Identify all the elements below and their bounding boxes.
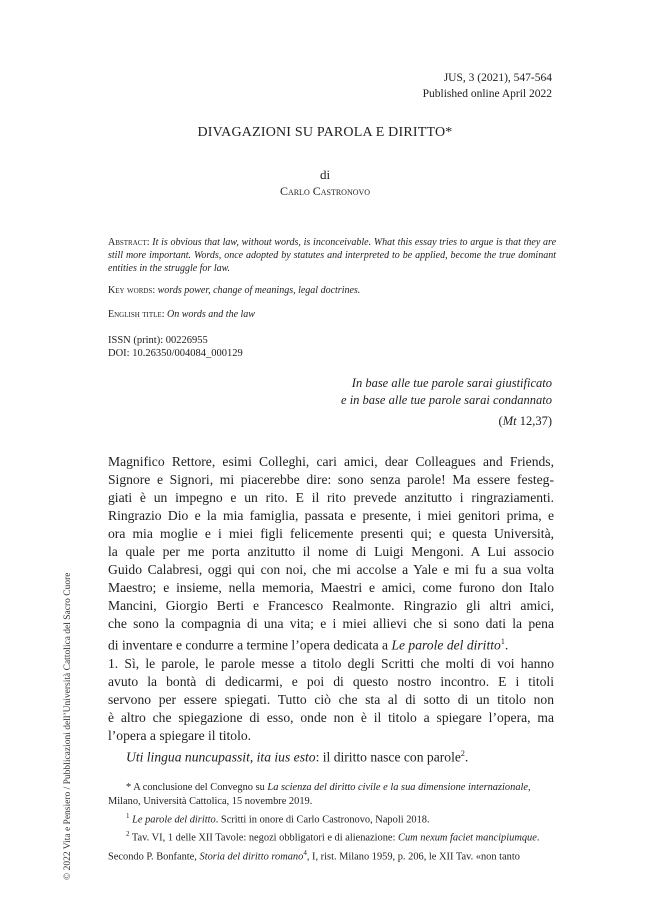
epigraph: [341, 375, 552, 430]
article-title: DIVAGAZIONI SU PAROLA E DIRITTO*: [197, 125, 453, 140]
keywords-label: Key words:: [108, 285, 156, 296]
epigraph-source: (Mt 12,37): [498, 414, 552, 428]
epigraph-line-2: e in base alle tue parole sarai condannato: [341, 393, 552, 407]
paragraph-line: l’opera a spiegare il titolo.: [108, 728, 252, 743]
paragraph-text: di inventare e condurre a termine l’opera dedicata a: [108, 637, 392, 653]
paragraph-line: Ringrazio Dio e la mia famiglia, passata e presente, i miei genitori prima, e: [108, 508, 554, 523]
journal-citation: JUS, 3 (2021), 547-564: [443, 72, 552, 84]
footnote-2: [108, 827, 554, 845]
paragraph-text: .: [464, 749, 469, 765]
latin-quote: Uti lingua nuncupassit, ita ius esto: [126, 749, 316, 765]
paragraph-line: Signore e Signori, mi piacerebbe dire: sono senza parole! Ma essere festeg-: [108, 472, 554, 487]
sidebar-copyright: © 2022 Vita e Pensiero / Pubblicazioni dell’Università Cattolica del Sacro Cuore: [63, 572, 73, 880]
keywords-text: words power, change of meanings, legal doctrines.: [157, 285, 361, 296]
book-title: Le parole del diritto: [132, 814, 216, 826]
conference-title: La scienza del diritto civile e la sua dimensione internazionale: [267, 782, 529, 793]
english-title-label: English title:: [108, 309, 165, 320]
paragraph-line: avuto la bontà di dedicarmi, e poi di questo nostro incontro. E i titoli: [108, 674, 554, 689]
paragraph-line: la quale per me porta anzitutto il nome di Luigi Mengoni. A Lui associo: [108, 544, 554, 559]
epigraph-source-num: 12,37: [519, 414, 548, 428]
epigraph-source-ref: Mt: [502, 414, 517, 428]
paragraph-text: .: [504, 637, 509, 653]
book-title: Le parole del diritto: [391, 637, 501, 653]
footnotes: [108, 781, 554, 864]
english-title-text: On words and the law: [167, 309, 255, 320]
footnote-star-line-2: Milano, Università Cattolica, 15 novembre 2019.: [108, 796, 313, 807]
footnote-text: * A conclusione del Convegno su: [126, 782, 268, 793]
footnote-2-line-2: [108, 846, 554, 864]
footnote-ref-1: 1: [500, 637, 505, 646]
footnote-text: , I, rist. Milano 1959, p. 206, le XII Tav. «non tanto: [306, 851, 520, 863]
footnote-text: Tav. VI, 1 delle XII Tavole: negozi obbligatori e di alienazione:: [131, 832, 399, 844]
paragraph-line: Guido Calabresi, oggi qui con noi, che mi accolse a Yale e mi fu a sua volta: [108, 562, 554, 577]
paragraph-text: : il diritto nasce con parole: [315, 749, 461, 765]
issn: ISSN (print): 00226955: [108, 335, 208, 346]
footnote-ref-2: 2: [460, 749, 465, 758]
footnote-1: [108, 809, 554, 827]
byline-di: di: [319, 167, 331, 182]
paragraph-1: [108, 453, 554, 655]
paragraph-line: [108, 633, 554, 655]
footnote-text: . Scritti in onore di Carlo Castronovo, Napoli 2018.: [215, 814, 430, 826]
paragraph-2: [108, 655, 554, 767]
doi: DOI: 10.26350/004084_000129: [108, 348, 243, 359]
book-title: Storia del diritto romano: [199, 851, 304, 863]
paragraph-line: servono per essere spiegati. Tutto ciò che sta al di sotto di un titolo non: [108, 692, 554, 707]
paragraph-line: [108, 745, 554, 767]
keywords: [108, 284, 556, 297]
footnote-text: Secondo P. Bonfante,: [108, 851, 200, 863]
footnote-mark: 1: [126, 812, 130, 820]
paragraph-line: è altro che spiegazione di esso, onde non è il titolo a spiegare l’opera, ma: [108, 710, 554, 725]
paragraph-line: Magnifico Rettore, esimi Colleghi, cari amici, dear Colleagues and Friends,: [108, 454, 554, 469]
footnote-text: ,: [528, 782, 531, 793]
edition-mark: 4: [303, 848, 307, 857]
latin-phrase: Cum nexum faciet mancipiumque: [398, 832, 537, 844]
paragraph-line: che sono la compagnia di una vita; e i miei allievi che si sono dati la pena: [108, 616, 554, 631]
epigraph-line-1: In base alle tue parole sarai giustificato: [351, 376, 552, 390]
abstract-text: It is obvious that law, without words, is inconceivable. What this essay tries to argue is that they are still more important. Words, once adopted by statutes and interpreted to be applied, become the true dominant entities in the struggle for law.: [108, 237, 557, 274]
published-online: Published online April 2022: [422, 88, 552, 100]
footnote-mark: 2: [126, 830, 130, 839]
abstract-label: Abstract:: [108, 237, 150, 248]
footnote-text: .: [536, 832, 540, 844]
paragraph-line: Maestro; e insieme, nella memoria, Maestri e amici, come furono don Italo: [108, 580, 554, 595]
abstract: [108, 236, 556, 275]
paragraph-line: ora mia moglie e i miei figli felicemente presenti qui; e questa Università,: [108, 526, 554, 541]
paragraph-line: giati è un impegno e un rito. E il rito prevede anzitutto i ringraziamenti.: [108, 490, 554, 505]
english-title: [108, 308, 556, 321]
footnote-star: [108, 781, 554, 795]
paragraph-line: Mancini, Giorgio Berti e Francesco Realmonte. Ringrazio gli altri amici,: [108, 598, 554, 613]
paragraph-line: 1. Sì, le parole, le parole messe a titolo degli Scritti che molti di voi hanno: [108, 656, 554, 671]
author-name: Carlo Castronovo: [279, 184, 371, 198]
